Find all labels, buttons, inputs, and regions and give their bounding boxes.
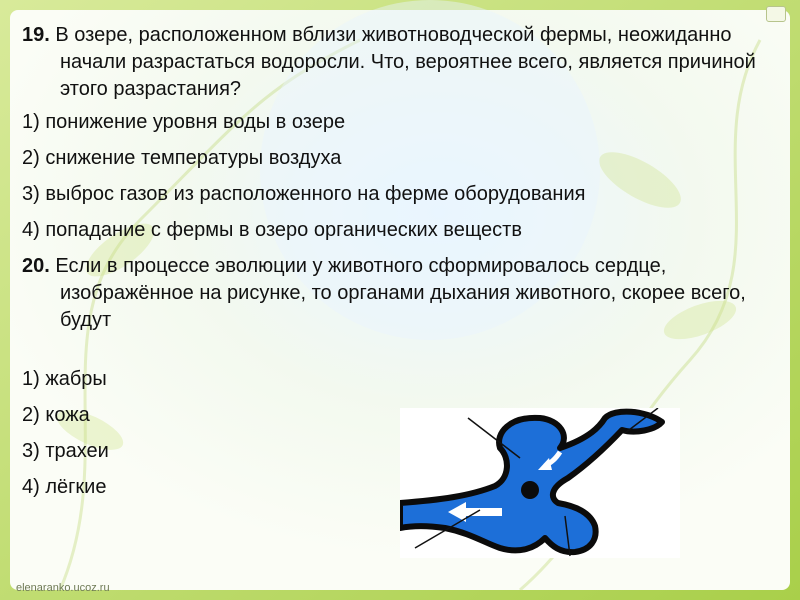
answer-option: 1) жабры bbox=[22, 368, 107, 390]
answer-option: 2) кожа bbox=[22, 404, 90, 426]
answer-option: 1) понижение уровня воды в озере bbox=[22, 111, 346, 133]
answer-option: 4) попадание с фермы в озеро органических веществ bbox=[22, 219, 522, 241]
footer-source: elenaranko.ucoz.ru bbox=[16, 582, 110, 594]
slide-nav-button[interactable] bbox=[766, 6, 786, 22]
valve-dot bbox=[521, 481, 539, 499]
heart-figure bbox=[400, 408, 680, 558]
question-number: 19. bbox=[22, 24, 50, 46]
answer-option: 2) снижение температуры воздуха bbox=[22, 147, 342, 169]
question-19 bbox=[22, 22, 782, 103]
question-number: 20. bbox=[22, 255, 50, 277]
question-text: Если в процессе эволюции у животного сформировалось сердце, изображённое на рисунке, то органами дыхания животного, скорее всего, будут bbox=[55, 255, 746, 331]
answer-option: 3) выброс газов из расположенного на ферме оборудования bbox=[22, 183, 586, 205]
question-text: В озере, расположенном вблизи животноводческой фермы, неожиданно начали разрастаться водоросли. Что, вероятнее всего, является причиной этого разрастания? bbox=[55, 24, 756, 100]
answer-option: 3) трахеи bbox=[22, 440, 109, 462]
answer-options bbox=[22, 366, 382, 501]
heart-diagram bbox=[400, 408, 680, 558]
flow-arrow-icon bbox=[462, 508, 502, 516]
answer-option: 4) лёгкие bbox=[22, 476, 107, 498]
question-20 bbox=[22, 253, 782, 334]
